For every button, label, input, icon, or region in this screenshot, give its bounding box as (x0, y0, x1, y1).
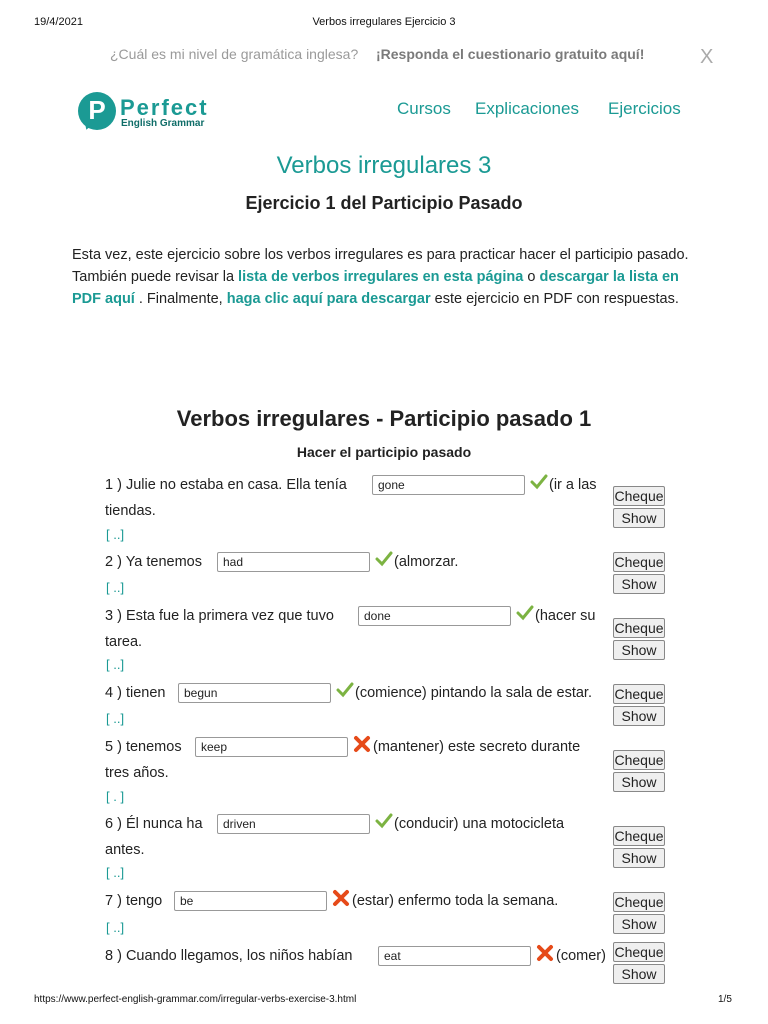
question-2-prefix: 2 ) Ya tenemos (105, 554, 202, 570)
question-5-check-button[interactable]: Cheque (614, 752, 664, 768)
nav-explicaciones[interactable]: Explicaciones (475, 99, 579, 118)
question-6-hint-link[interactable]: [ ..] (106, 865, 125, 880)
question-3-prefix: 3 ) Esta fue la primera vez que tuvo (105, 608, 334, 624)
question-6-check-button[interactable]: Cheque (614, 828, 664, 844)
question-1-prefix: 1 ) Julie no estaba en casa. Ella tenía (105, 477, 347, 493)
intro-text-c: . Finalmente, (134, 291, 227, 307)
question-2-correct-icon (375, 550, 393, 568)
print-doc-title: Verbos irregulares Ejercicio 3 (312, 16, 456, 28)
question-1-hint-link[interactable]: [ ..] (106, 527, 125, 542)
question-4-suffix: (comience) pintando la sala de estar. (355, 685, 592, 701)
nav-ejercicios[interactable]: Ejercicios (608, 99, 681, 118)
logo-wordmark: Perfect (120, 95, 209, 120)
grammar-level-question[interactable]: ¿Cuál es mi nivel de gramática inglesa? (110, 46, 359, 62)
site-logo[interactable] (78, 92, 228, 138)
question-7-check-button[interactable]: Cheque (614, 894, 664, 910)
question-5-show-button[interactable]: Show (613, 772, 665, 792)
intro-text (72, 244, 702, 310)
question-4-correct-icon (336, 681, 354, 699)
print-url: https://www.perfect-english-grammar.com/irregular-verbs-exercise-3.html (34, 994, 357, 1005)
intro-text-d: este ejercicio en PDF con respuestas. (430, 291, 679, 307)
question-8-answer-input[interactable] (378, 946, 531, 966)
question-7-hint-link[interactable]: [ ..] (106, 920, 125, 935)
exercise-subtitle: Hacer el participio pasado (296, 444, 472, 460)
question-5-prefix: 5 ) tenemos (105, 739, 182, 755)
question-7-show-button[interactable]: Show (613, 914, 665, 934)
question-6-answer-input[interactable] (217, 814, 370, 834)
exercise-title: Verbos irregulares - Participio pasado 1 (176, 406, 592, 431)
question-1-check-button[interactable]: Cheque (614, 488, 664, 504)
intro-paragraph-1: Esta vez, este ejercicio sobre los verbos irregulares es para practicar hacer el participio pasado. (72, 247, 689, 263)
question-5-hint-link[interactable]: [ . ] (106, 789, 125, 804)
question-3-correct-icon (516, 604, 534, 622)
question-3-show-button[interactable]: Show (613, 640, 665, 660)
question-3-answer-input[interactable] (358, 606, 511, 626)
download-exercise-link[interactable]: haga clic aquí para descargar (226, 291, 431, 307)
question-2-hint-link[interactable]: [ ..] (106, 580, 125, 595)
logo-subtitle: English Grammar (121, 118, 205, 129)
question-8-check-button[interactable]: Cheque (614, 944, 664, 960)
question-6-correct-icon (375, 812, 393, 830)
download-pdf-list-link[interactable]: descargar la lista en PDF aquí (72, 269, 679, 307)
question-5-suffix: (mantener) este secreto durante (373, 739, 581, 755)
question-4-answer-input[interactable] (178, 683, 331, 703)
irregular-verbs-list-link[interactable]: lista de verbos irregulares en esta página (238, 269, 524, 285)
question-4-check-button[interactable]: Cheque (614, 686, 664, 702)
question-5-continuation: tres años. (105, 765, 169, 781)
intro-text-a: También puede revisar la (72, 269, 239, 285)
question-1-show-button[interactable]: Show (613, 508, 665, 528)
question-6-show-button[interactable]: Show (613, 848, 665, 868)
question-3-hint-link[interactable]: [ ..] (106, 657, 125, 672)
question-7-prefix: 7 ) tengo (105, 893, 163, 909)
question-1-answer-input[interactable] (372, 475, 525, 495)
question-2-answer-input[interactable] (217, 552, 370, 572)
question-6-suffix: (conducir) una motocicleta (394, 816, 565, 832)
question-3-suffix: (hacer su (535, 608, 596, 624)
question-8-suffix: (comer) (556, 948, 606, 964)
question-7-suffix: (estar) enfermo toda la semana. (352, 893, 559, 909)
print-date: 19/4/2021 (34, 16, 83, 28)
close-banner-button[interactable]: X (700, 46, 714, 68)
quiz-cta-link[interactable]: ¡Responda el cuestionario gratuito aquí! (376, 46, 645, 62)
nav-cursos[interactable]: Cursos (397, 99, 451, 118)
intro-paragraph-2 (72, 266, 702, 310)
question-1-correct-icon (530, 473, 548, 491)
intro-text-b: o (523, 269, 540, 285)
logo-badge: P (78, 92, 116, 130)
question-5-answer-input[interactable] (195, 737, 348, 757)
question-8-prefix: 8 ) Cuando llegamos, los niños habían (105, 948, 353, 964)
question-6-continuation: antes. (105, 842, 145, 858)
print-page-number: 1/5 (718, 994, 732, 1005)
question-5-wrong-icon (353, 735, 371, 753)
question-4-show-button[interactable]: Show (613, 706, 665, 726)
question-7-answer-input[interactable] (174, 891, 327, 911)
page-subtitle: Ejercicio 1 del Participio Pasado (245, 193, 523, 213)
question-2-suffix: (almorzar. (394, 554, 459, 570)
question-6-prefix: 6 ) Él nunca ha (105, 816, 203, 832)
question-2-check-button[interactable]: Cheque (614, 554, 664, 570)
question-3-continuation: tarea. (105, 634, 143, 650)
question-1-continuation: tiendas. (105, 503, 156, 519)
page-title: Verbos irregulares 3 (276, 152, 492, 179)
question-4-prefix: 4 ) tienen (105, 685, 166, 701)
question-7-wrong-icon (332, 889, 350, 907)
question-1-suffix: (ir a las (549, 477, 597, 493)
question-8-show-button[interactable]: Show (613, 964, 665, 984)
question-4-hint-link[interactable]: [ ..] (106, 711, 125, 726)
question-3-check-button[interactable]: Cheque (614, 620, 664, 636)
question-8-wrong-icon (536, 944, 554, 962)
question-2-show-button[interactable]: Show (613, 574, 665, 594)
